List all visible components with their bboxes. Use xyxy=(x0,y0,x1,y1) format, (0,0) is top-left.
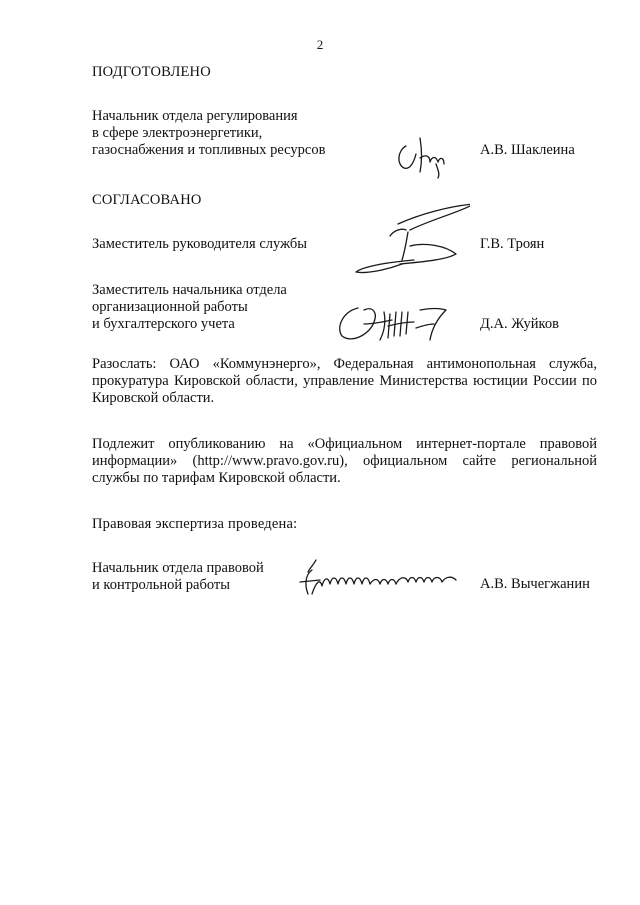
agreed-position-1: Заместитель руководителя службы xyxy=(92,236,308,252)
signature-troyan xyxy=(350,200,470,280)
agreed-name-1: Г.В. Троян xyxy=(480,236,545,252)
agreed-name-2: Д.А. Жуйков xyxy=(480,316,559,332)
distribution-text: Разослать: ОАО «Коммунэнерго», Федеральная антимонопольная служба, прокуратура Кировской области, управление Министерства юстиции России по Кировской области. xyxy=(92,356,597,406)
prepared-heading: ПОДГОТОВЛЕНО xyxy=(92,64,211,80)
agreed-position-2: Заместитель начальника отдела организационной работы и бухгалтерского учета xyxy=(92,282,287,332)
prepared-position: Начальник отдела регулирования в сфере электроэнергетики, газоснабжения и топливных ресурсов xyxy=(92,108,326,158)
signature-zhuikov xyxy=(334,298,454,348)
signature-shakleina xyxy=(392,128,462,180)
prepared-name: А.В. Шаклеина xyxy=(480,142,575,158)
legal-review-position: Начальник отдела правовой и контрольной работы xyxy=(92,560,264,593)
publication-text: Подлежит опубликованию на «Официальном интернет-портале правовой информации» (http://www.pravo.gov.ru), официальном сайте региональной службы по тарифам Кировской области. xyxy=(92,436,597,486)
legal-review-name: А.В. Вычегжанин xyxy=(480,576,590,592)
agreed-heading: СОГЛАСОВАНО xyxy=(92,192,202,208)
page-number: 2 xyxy=(316,37,324,52)
signature-vychegzhanin xyxy=(290,556,470,600)
legal-review-statement: Правовая экспертиза проведена: xyxy=(92,516,298,532)
